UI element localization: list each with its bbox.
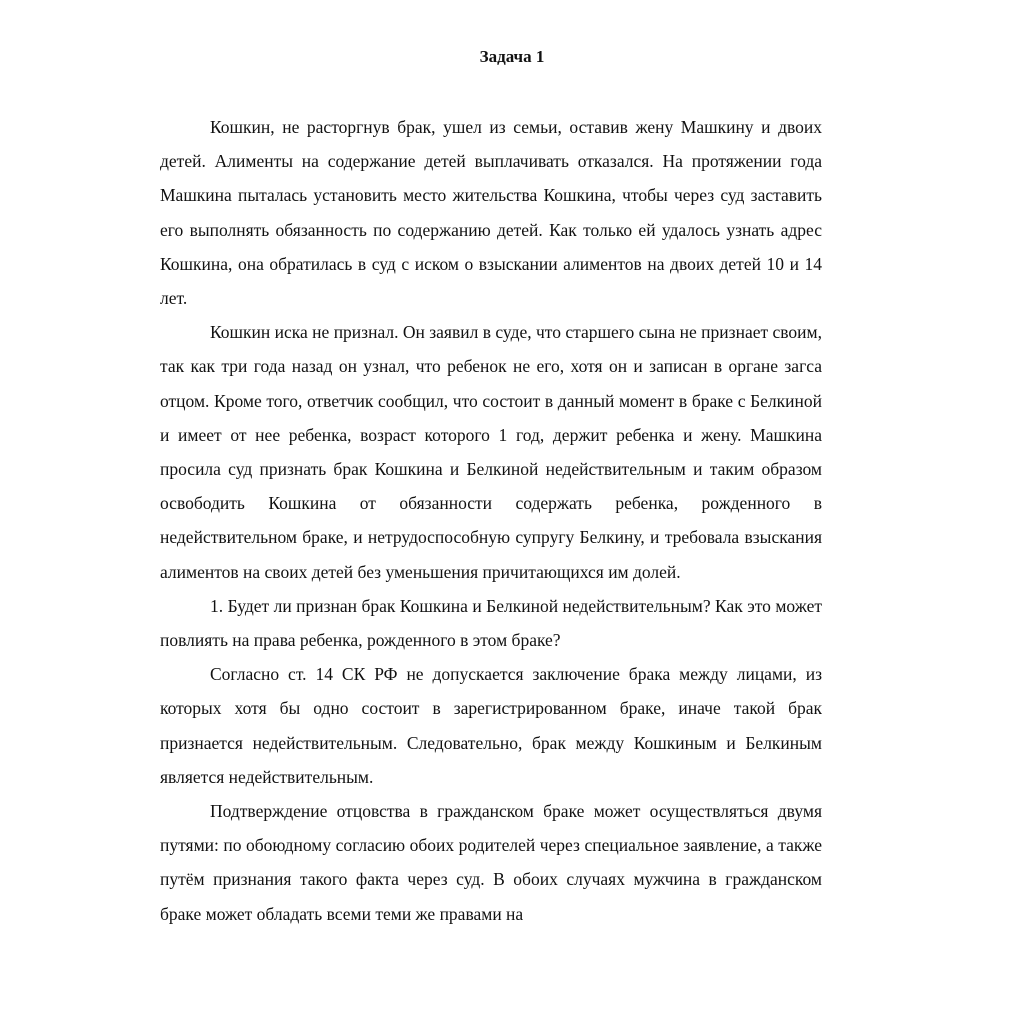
document-body bbox=[160, 110, 822, 931]
paragraph-case-facts: Кошкин, не расторгнув брак, ушел из семьи, оставив жену Машкину и двоих детей. Алименты на содержание детей выплачивать отказался. На протяжении года Машкина пыталась установить место жительства Кошкина, чтобы через суд заставить его выполнять обязанность по содержанию детей. Как только ей удалось узнать адрес Кошкина, она обратилась в суд с иском о взыскании алиментов на двоих детей 10 и 14 лет. bbox=[160, 117, 822, 309]
paragraph-defendant-response: Кошкин иска не признал. Он заявил в суде, что старшего сына не признает своим, так как три года назад он узнал, что ребенок не его, хотя он и записан в органе загса отцом. Кроме того, ответчик сообщил, что состоит в данный момент в браке с Белкиной и имеет от нее ребенка, возраст которого 1 год, держит ребенка и жену. Машкина просила суд признать брак Кошкина и Белкиной недействительным и таким образом освободить Кошкина от обязанности содержать ребенка, рожденного в недействительном браке, и нетрудоспособную супругу Белкину, и требовала взыскания алиментов на своих детей без уменьшения причитающихся им долей. bbox=[160, 322, 822, 582]
paragraph-paternity: Подтверждение отцовства в гражданском браке может осуществляться двумя путями: по обоюдному согласию обоих родителей через специальное заявление, а также путём признания такого факта через суд. В обоих случаях мужчина в гражданском браке может обладать всеми теми же правами на bbox=[160, 801, 822, 924]
paragraph-answer-article-14: Согласно ст. 14 СК РФ не допускается заключение брака между лицами, из которых хотя бы одно состоит в зарегистрированном браке, иначе такой брак признается недействительным. Следовательно, брак между Кошкиным и Белкиным является недействительным. bbox=[160, 664, 822, 787]
paragraph-question-1: 1. Будет ли признан брак Кошкина и Белкиной недействительным? Как это может повлиять на права ребенка, рожденного в этом браке? bbox=[160, 595, 822, 651]
document-title: Задача 1 bbox=[479, 47, 545, 66]
